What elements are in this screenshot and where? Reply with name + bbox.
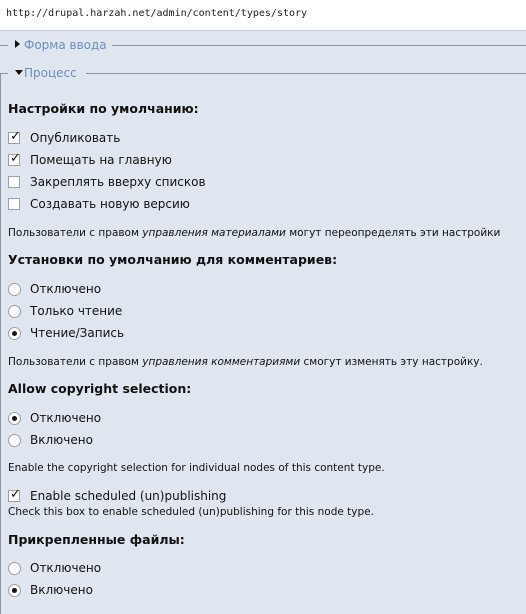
defaults-heading: Настройки по умолчанию:: [8, 101, 199, 116]
radio-button[interactable]: [8, 327, 21, 340]
comments-heading: Установки по умолчанию для комментариев:: [8, 252, 338, 267]
radio-label[interactable]: Отключено: [30, 561, 102, 575]
radio-button[interactable]: [8, 283, 21, 296]
radio-label[interactable]: Отключено: [30, 282, 102, 296]
radio-button[interactable]: [8, 434, 21, 447]
description-text: могут переопределять эти настройки: [285, 227, 501, 239]
fieldset-border: [112, 45, 526, 46]
radio-label[interactable]: Отключено: [30, 411, 102, 425]
radio-selected-dot: [12, 588, 17, 593]
checkbox[interactable]: [8, 129, 21, 144]
fieldset-form-link[interactable]: Форма ввода: [24, 38, 110, 52]
copyright-description: Enable the copyright selection for individual nodes of this content type.: [8, 462, 385, 474]
address-bar[interactable]: [0, 0, 526, 31]
check-icon: ✓: [10, 487, 21, 502]
radio-button[interactable]: [8, 412, 21, 425]
attachments-heading: Прикрепленные файлы:: [8, 532, 185, 547]
radio-button[interactable]: [8, 305, 21, 318]
radio-button[interactable]: [8, 584, 21, 597]
description-text: Пользователи с правом: [8, 227, 143, 239]
address-url[interactable]: http://drupal.harzah.net/admin/content/types/story: [6, 8, 308, 19]
radio-selected-dot: [12, 331, 17, 336]
radio-label[interactable]: Только чтение: [30, 304, 123, 318]
description-emphasis: управления комментариями: [142, 356, 301, 368]
description-text: смогут изменять эту настройку.: [300, 356, 483, 368]
comments-description: [8, 356, 483, 368]
fieldset-form[interactable]: [0, 38, 526, 52]
checkbox[interactable]: [8, 151, 21, 166]
checkbox[interactable]: [8, 198, 20, 210]
radio-label[interactable]: Включено: [30, 433, 93, 447]
checkbox-label[interactable]: Закреплять вверху списков: [30, 175, 206, 189]
check-icon: ✓: [10, 129, 21, 144]
checkbox[interactable]: [8, 176, 20, 188]
description-text: Пользователи с правом: [8, 356, 143, 368]
radio-label[interactable]: Чтение/Запись: [30, 326, 125, 340]
checkbox-label[interactable]: Опубликовать: [30, 131, 121, 145]
defaults-description: [8, 227, 500, 239]
checkbox[interactable]: [8, 487, 21, 502]
radio-label[interactable]: Включено: [30, 583, 93, 597]
fieldset-workflow-link[interactable]: Процесс: [24, 66, 80, 80]
scheduler-description: Check this box to enable scheduled (un)publishing for this node type.: [8, 506, 374, 518]
checkbox-label[interactable]: Enable scheduled (un)publishing: [30, 489, 227, 503]
copyright-heading: Allow copyright selection:: [8, 381, 192, 396]
radio-selected-dot: [12, 416, 17, 421]
checkbox-label[interactable]: Помещать на главную: [30, 153, 172, 167]
radio-button[interactable]: [8, 562, 21, 575]
check-icon: ✓: [10, 151, 21, 166]
checkbox-label[interactable]: Создавать новую версию: [30, 197, 190, 211]
expand-arrow-icon[interactable]: [15, 40, 20, 48]
description-emphasis: управления материалами: [142, 227, 286, 239]
fieldset-border: [0, 45, 8, 46]
